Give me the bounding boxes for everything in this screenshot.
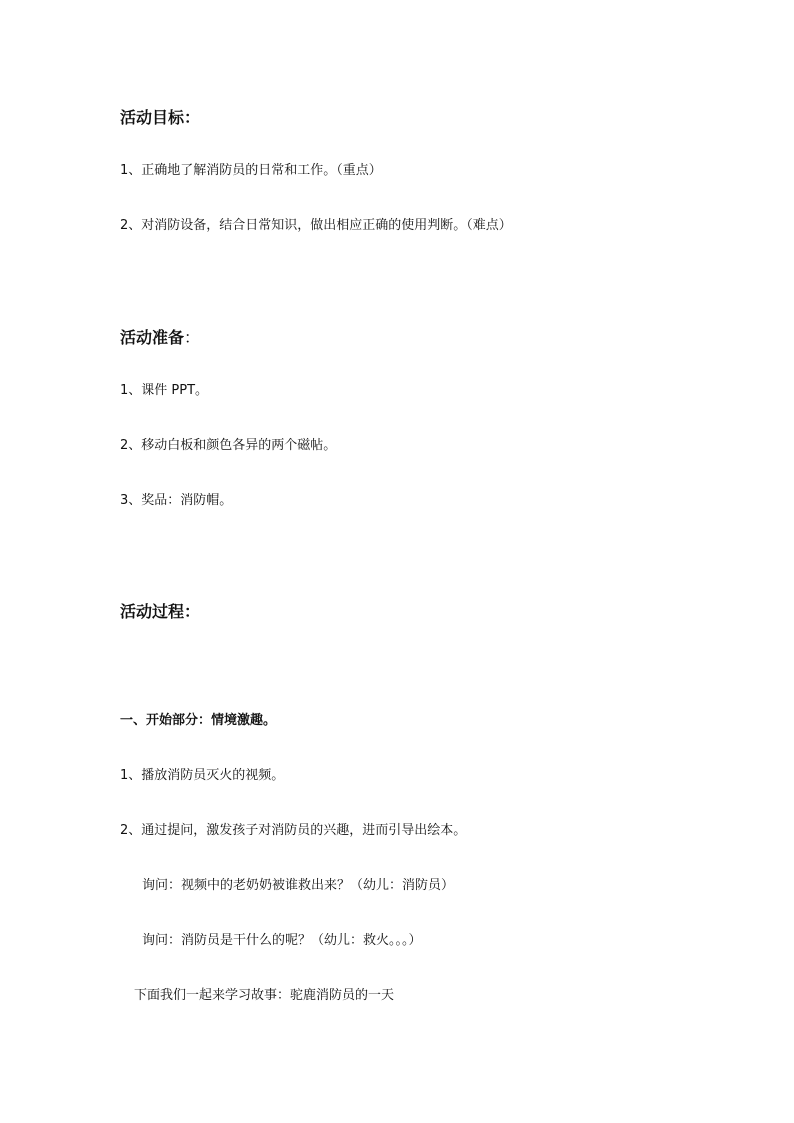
preparation-item-2: 2、移动白板和颜色各异的两个磁帖。 — [120, 438, 337, 453]
preparation-item-1: 1、课件 PPT。 — [120, 383, 209, 398]
goal-item-2: 2、对消防设备，结合日常知识，做出相应正确的使用判断。（难点） — [120, 218, 512, 233]
story-intro: 下面我们一起来学习故事：驼鹿消防员的一天 — [134, 988, 395, 1003]
preparation-heading — [120, 327, 200, 349]
preparation-heading-colon: ： — [184, 328, 201, 347]
part-one-heading: 一、开始部分：情境激趣。 — [120, 713, 277, 728]
preparation-heading-text: 活动准备 — [120, 328, 185, 347]
question-1: 询问：视频中的老奶奶被谁救出来？（幼儿：消防员） — [142, 878, 455, 893]
preparation-item-3: 3、奖品：消防帽。 — [120, 493, 233, 508]
part-one-item-1: 1、播放消防员灭火的视频。 — [120, 768, 285, 783]
question-2: 询问：消防员是干什么的呢？（幼儿：救火。。。） — [142, 933, 422, 948]
goals-heading: 活动目标： — [120, 108, 201, 127]
part-one-item-2: 2、通过提问，激发孩子对消防员的兴趣，进而引导出绘本。 — [120, 823, 467, 838]
process-heading: 活动过程： — [120, 602, 201, 621]
goal-item-1: 1、正确地了解消防员的日常和工作。（重点） — [120, 163, 382, 178]
